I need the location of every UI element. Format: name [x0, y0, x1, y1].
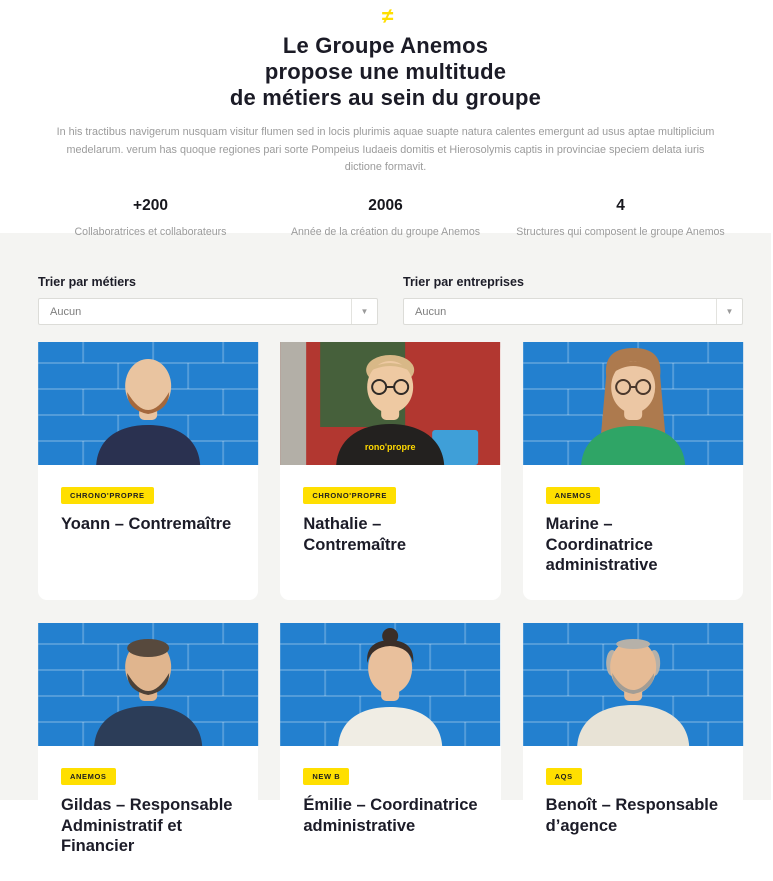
card-body — [280, 465, 500, 579]
team-card-nathalie[interactable] — [280, 342, 500, 600]
team-card-gildas[interactable] — [38, 623, 258, 881]
filter-entreprises-label: Trier par entreprises — [403, 275, 524, 289]
page-title-line: de métiers au sein du groupe — [229, 84, 542, 110]
card-body — [38, 746, 258, 881]
company-badge: CHRONO'PROPRE — [303, 487, 396, 504]
intro-section — [0, 0, 771, 239]
filter-metiers-label: Trier par métiers — [38, 275, 136, 289]
company-badge: ANEMOS — [61, 768, 116, 785]
photo-gildas — [38, 623, 258, 746]
team-card-benoit[interactable] — [523, 623, 743, 881]
stat-value: +200 — [133, 197, 168, 215]
stat-value: 4 — [616, 197, 625, 215]
member-name: Nathalie – Contremaître — [303, 515, 407, 554]
photo-marine — [523, 342, 743, 465]
photo-yoann — [38, 342, 258, 465]
company-badge: AQS — [546, 768, 582, 785]
stat-collaborators — [33, 197, 268, 238]
company-badge: CHRONO'PROPRE — [61, 487, 154, 504]
team-card-marine[interactable] — [523, 342, 743, 600]
stat-structures — [503, 197, 738, 238]
team-card-emilie[interactable] — [280, 623, 500, 881]
entreprises-select[interactable] — [403, 298, 743, 325]
chevron-down-icon[interactable]: ▼ — [351, 299, 377, 324]
metiers-select-value: Aucun — [50, 305, 82, 318]
member-name: Benoît – Responsable d’agence — [545, 795, 719, 835]
team-card-yoann[interactable] — [38, 342, 258, 600]
filters-row — [38, 275, 743, 325]
photo-benoit — [523, 623, 743, 746]
member-name: Gildas – Responsable Administratif et Financier — [61, 795, 233, 856]
card-body — [523, 746, 743, 860]
filter-metiers — [38, 275, 378, 325]
member-name: Yoann – Contremaître — [61, 515, 232, 533]
entreprises-select-value: Aucun — [415, 305, 447, 318]
card-body — [38, 465, 258, 559]
chevron-down-icon[interactable]: ▼ — [716, 299, 742, 324]
page-title-line: Le Groupe Anemos — [282, 33, 489, 58]
company-badge: ANEMOS — [546, 487, 601, 504]
stat-label: Année de la création du groupe Anemos — [290, 226, 481, 239]
photo-nathalie — [280, 342, 500, 465]
team-cards-grid — [38, 342, 743, 881]
shirt-logo-text: rono'propre — [365, 442, 416, 452]
intro-paragraph: In his tractibus navigerum nusquam visitur flumen sed in locis plurimis aquae suapte natura calentes emergunt ad usus aptae multiplicium medelarum. verum has quoque regiones pari sorte Pompeius Iudaeis domitis et Hierosolymis captis in provinciae speciem delata iuris dictione formavit. — [56, 125, 715, 174]
photo-emilie — [280, 623, 500, 746]
card-body — [523, 465, 743, 600]
team-section — [0, 233, 771, 856]
page-title — [0, 33, 771, 111]
member-name: Émilie – Coordinatrice administrative — [303, 795, 478, 835]
metiers-select[interactable] — [38, 298, 378, 325]
company-badge: NEW B — [303, 768, 349, 785]
stats-row — [33, 197, 738, 238]
stat-value: 2006 — [368, 197, 403, 215]
filter-entreprises — [403, 275, 743, 325]
page-title-line: propose une multitude — [264, 58, 507, 84]
not-equal-icon: ≠ — [381, 5, 394, 28]
member-name: Marine – Coordinatrice administrative — [545, 515, 658, 575]
stat-founding-year — [268, 197, 503, 238]
card-body — [280, 746, 500, 860]
stat-label: Collaboratrices et collaborateurs — [74, 226, 227, 239]
stat-label: Structures qui composent le groupe Anemos — [516, 226, 725, 239]
